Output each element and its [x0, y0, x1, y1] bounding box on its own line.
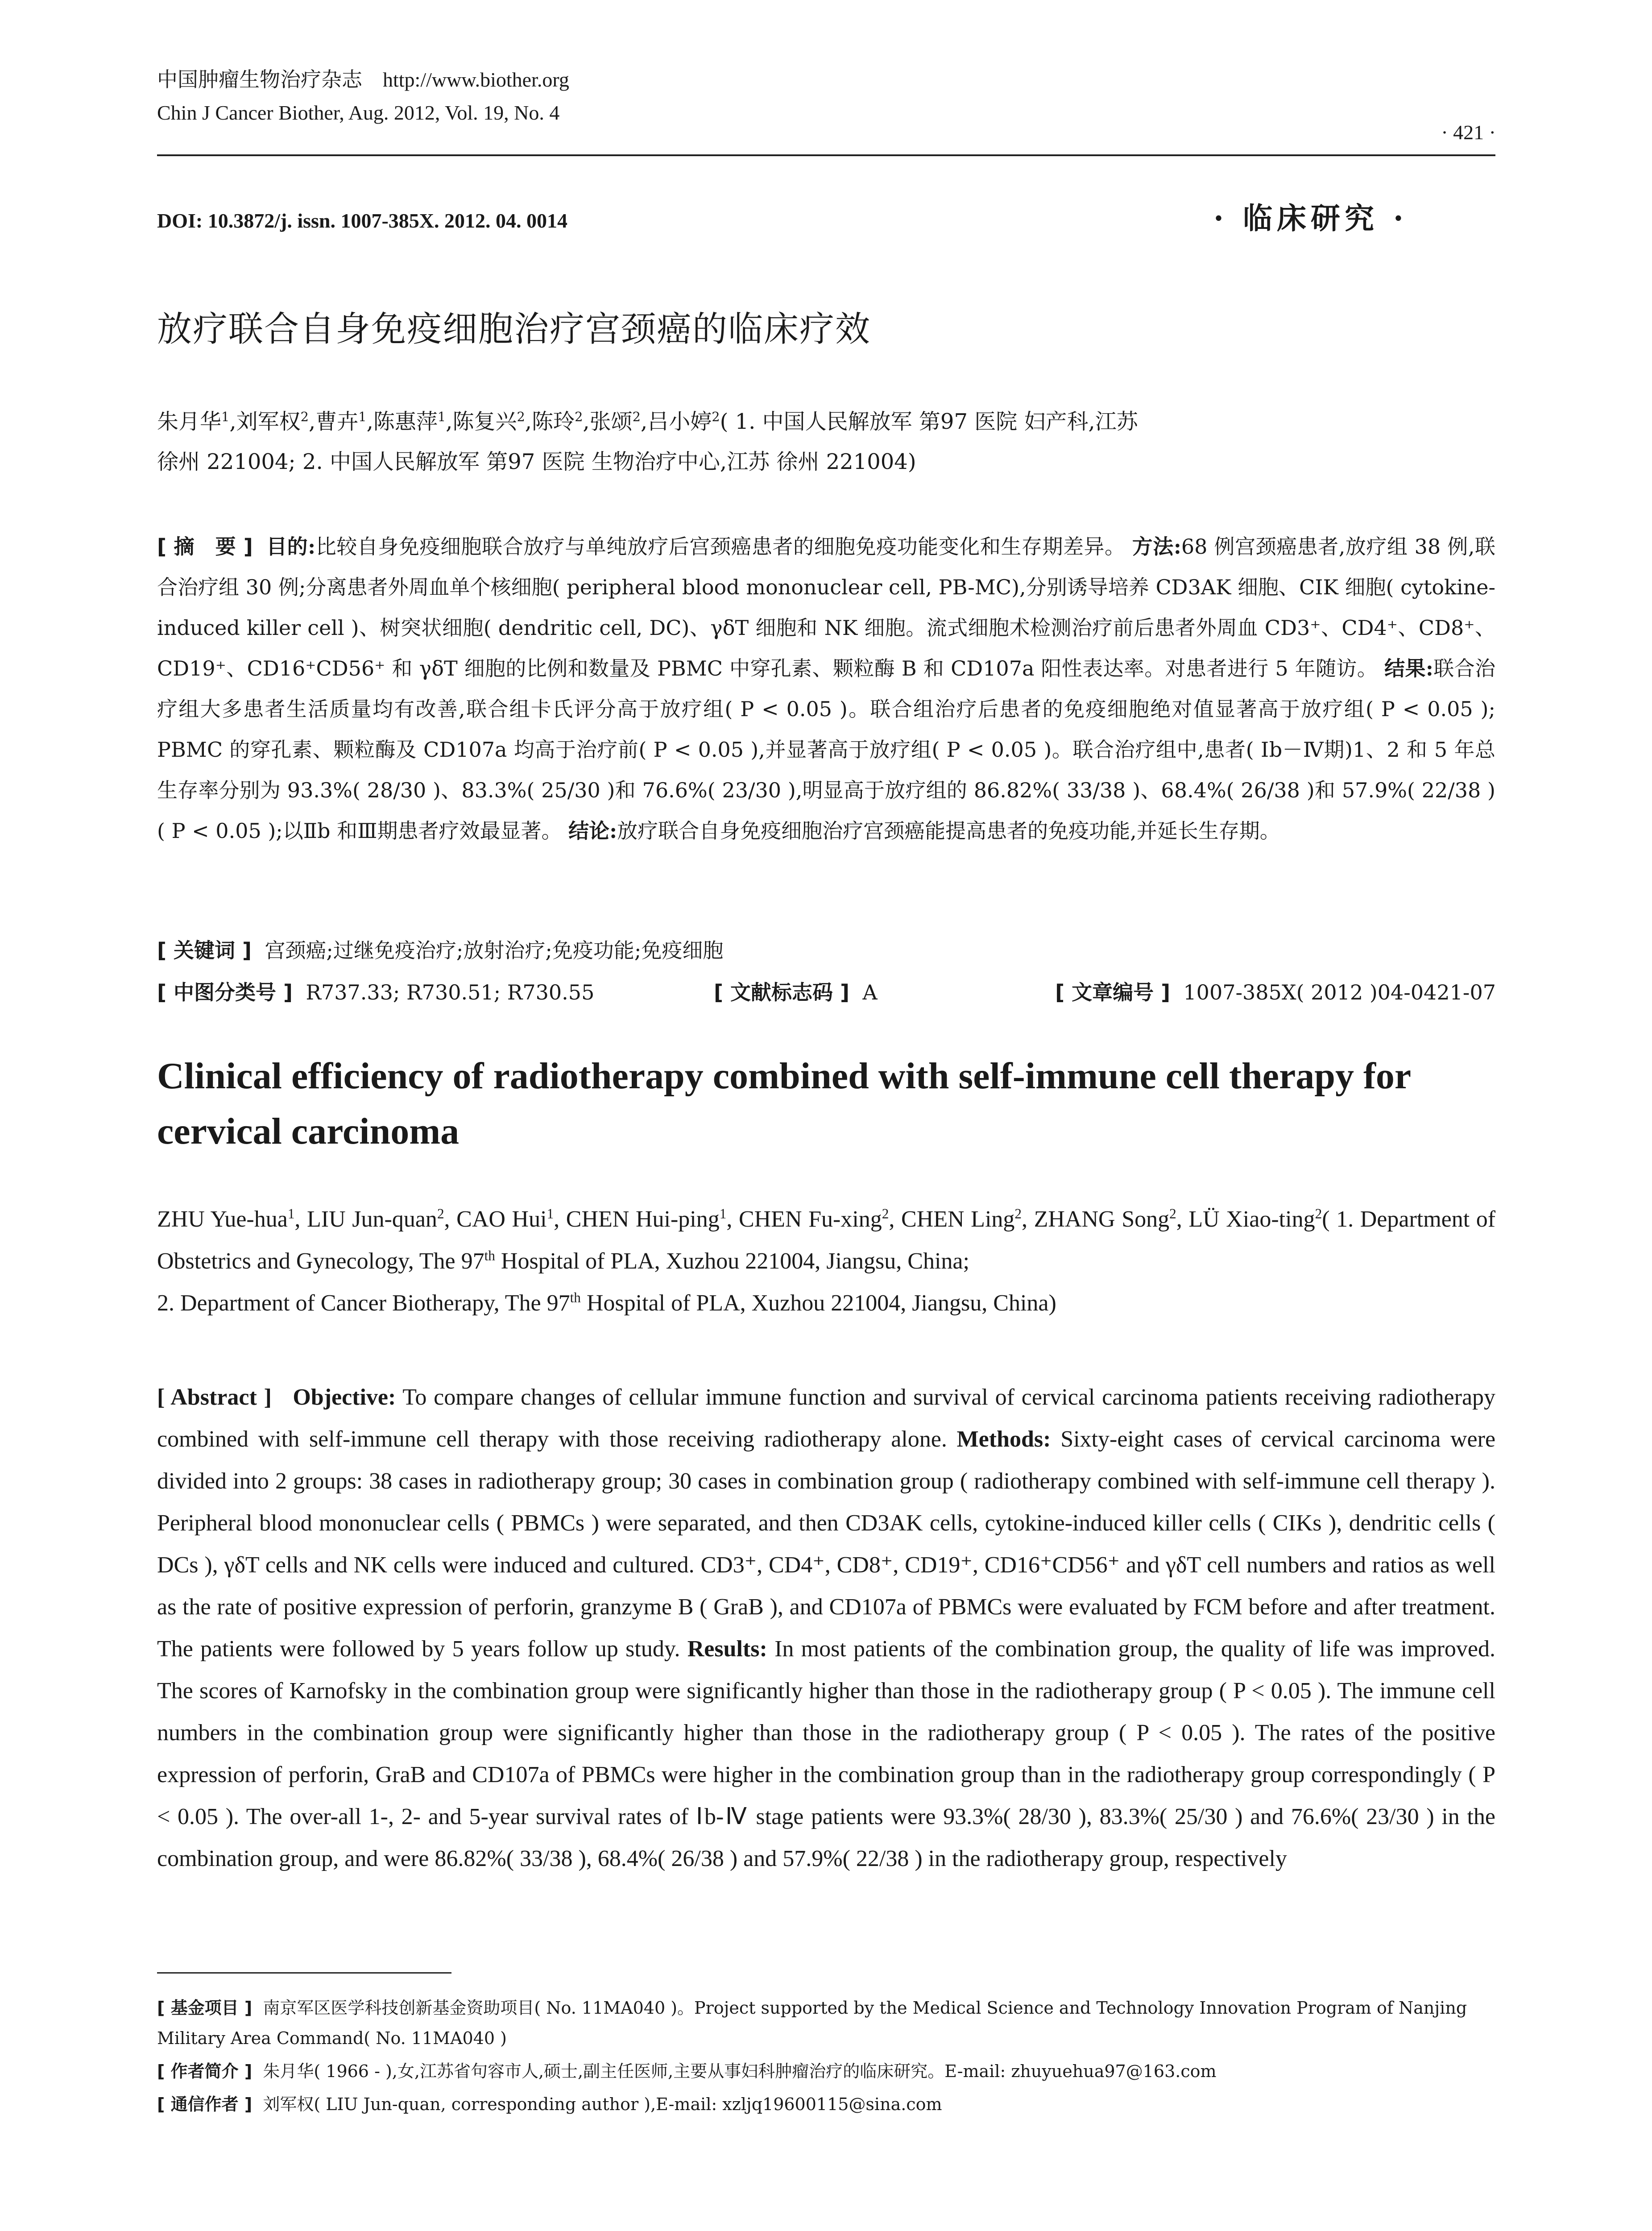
clc-value: R737.33; R730.51; R730.55	[306, 980, 595, 1004]
document-code	[714, 975, 878, 1010]
journal-url[interactable]: http://www.biother.org	[383, 68, 569, 91]
page-number: · 421 ·	[1441, 121, 1496, 144]
en-results-label: Results:	[687, 1636, 767, 1662]
header-rule	[157, 154, 1495, 156]
cn-objective: 比较自身免疫细胞联合放疗与单纯放疗后宫颈癌患者的细胞免疫功能变化和生存期差异。	[315, 535, 1126, 559]
journal-name-en: Chin J Cancer Biother, Aug. 2012, Vol. 19, No. 4	[157, 101, 560, 124]
en-methods-label: Methods:	[956, 1427, 1051, 1452]
en-title: Clinical efficiency of radiotherapy combined with self-immune cell therapy for cervical carcinoma	[157, 1055, 1411, 1152]
en-methods: Sixty-eight cases of cervical carcinoma were divided into 2 groups: 38 cases in radiotherapy group; 30 cases in combination group ( radiotherapy combined with self-immune cell therapy ). Peripheral blood mononuclear cells ( PBMCs ) were separated, and then CD3AK cells, cytokine-induced killer cells ( CIKs ), dendritic cells ( DCs ), γδT cells and NK cells were induced and cultured. CD3⁺, CD4⁺, CD8⁺, CD19⁺, CD16⁺CD56⁺ and γδT cell numbers and ratios as well as the rate of positive expression of perforin, granzyme B ( GraB ), and CD107a of PBMCs were evaluated by FCM before and after treatment. The patients were followed by 5 years follow up study.	[157, 1427, 1496, 1662]
en-author-4: CHEN Fu-xing$^2$	[738, 1206, 889, 1232]
article-number-label: [ 文章编号 ]	[1055, 980, 1171, 1004]
author-note-label: [ 作者简介 ]	[157, 2061, 253, 2081]
en-objective: To compare changes of cellular immune function and survival of cervical carcinoma patients receiving radiotherapy combined with self-immune cell therapy with those receiving radiotherapy alone.	[157, 1385, 1496, 1452]
doc-code-label: [ 文献标志码 ]	[714, 980, 850, 1004]
doi[interactable]: DOI: 10.3872/j. issn. 1007-385X. 2012. 04. 0014	[157, 209, 568, 232]
en-author-6: ZHANG Song$^2$	[1034, 1206, 1176, 1232]
cn-author-7: 吕小婷$^2$	[647, 409, 720, 434]
cn-author-3: 陈惠萍$^1$	[373, 409, 446, 434]
cn-results: 联合治疗组大多患者生活质量均有改善,联合组卡氏评分高于放疗组( P < 0.05 )。联合组治疗后患者的免疫细胞绝对值显著高于放疗组( P < 0.05 ); PBMC 的穿孔素、颗粒酶及 CD107a 均高于治疗前( P < 0.05 ),并显著高于放疗组( P < 0.05 )。联合治疗组中,患者( Ⅰb－Ⅳ期)1、2 和 5 年总生存率分别为 93.3%( 28/30 )、83.3%( 25/30 )和 76.6%( 23/30 ),明显高于放疗组的 86.82%( 33/38 )、68.4%( 26/38 )和 57.9%( 22/38 )( P < 0.05 );以Ⅱb 和Ⅲ期患者疗效最显著。	[157, 656, 1496, 843]
en-objective-label: Objective:	[293, 1385, 396, 1410]
cn-affiliation-1: ( 1. 中国人民解放军 第97 医院 妇产科,江苏	[720, 409, 1138, 434]
cn-author-4: 陈复兴$^2$	[452, 409, 525, 434]
en-abstract	[157, 1377, 1495, 1880]
cn-keywords	[157, 933, 723, 968]
cn-results-label: 结果:	[1384, 656, 1433, 680]
clc-code	[157, 975, 594, 1010]
doc-code-value: A	[862, 980, 878, 1004]
cn-abstract-label: [ 摘 要 ]	[157, 535, 253, 559]
cn-author-0: 朱月华$^1$	[157, 409, 230, 434]
corresponding-label: [ 通信作者 ]	[157, 2094, 253, 2114]
author-note	[157, 2056, 1495, 2086]
en-author-0: ZHU Yue-hua$^1$	[157, 1206, 295, 1232]
en-author-5: CHEN Ling$^2$	[901, 1206, 1022, 1232]
corresponding-text: 刘军权( LIU Jun-quan, corresponding author ),E-mail: xzljq19600115@sina.com	[263, 2094, 942, 2114]
cn-author-2: 曹卉$^1$	[315, 409, 367, 434]
en-results: In most patients of the combination group, the quality of life was improved. The scores of Karnofsky in the combination group were significantly higher than those in the radiotherapy group ( P < 0.05 ). The immune cell numbers in the combination group were significantly higher than those in the radiotherapy group ( P < 0.05 ). The rates of the positive expression of perforin, GraB and CD107a of PBMCs were higher in the combination group than in the radiotherapy group correspondingly ( P < 0.05 ). The over-all 1-, 2- and 5-year survival rates of Ⅰb-Ⅳ stage patients were 93.3%( 28/30 ), 83.3%( 25/30 ) and 76.6%( 23/30 ) in the combination group, and were 86.82%( 33/38 ), 68.4%( 26/38 ) and 57.9%( 22/38 ) in the radiotherapy group, respectively	[157, 1636, 1496, 1871]
en-author-7: LÜ Xiao-ting$^2$	[1188, 1206, 1322, 1232]
en-affiliation-1: ( 1. Department of Obstetrics and Gynecology, The 97th Hospital of PLA, Xuzhou 221004, Jiangsu, China;	[157, 1207, 1496, 1274]
keywords-label: [ 关键词 ]	[157, 938, 252, 962]
journal-header	[157, 67, 569, 126]
fund-text: 南京军区医学科技创新基金资助项目( No. 11MA040 )。Project supported by the Medical Science and Technology Innovation Program of Nanjing Military Area Command( No. 11MA040 )	[157, 1998, 1467, 2048]
cn-author-5: 陈玲$^2$	[532, 409, 583, 434]
journal-name-cn: 中国肿瘤生物治疗杂志	[157, 68, 362, 91]
cn-affiliation-2: 徐州 221004; 2. 中国人民解放军 第97 医院 生物治疗中心,江苏 徐州 221004)	[157, 449, 916, 474]
cn-title: 放疗联合自身免疫细胞治疗宫颈癌的临床疗效	[157, 309, 871, 349]
keywords-text: 宫颈癌;过继免疫治疗;放射治疗;免疫功能;免疫细胞	[265, 938, 724, 962]
cn-methods-label: 方法:	[1132, 535, 1181, 559]
corresponding-note	[157, 2089, 1495, 2119]
article-number	[1055, 975, 1496, 1010]
cn-abstract	[157, 527, 1495, 851]
cn-conclusion: 放疗联合自身免疫细胞治疗宫颈癌能提高患者的免疫功能,并延长生存期。	[617, 819, 1280, 843]
author-note-text: 朱月华( 1966 - ),女,江苏省句容市人,硕士,副主任医师,主要从事妇科肿瘤治疗的临床研究。E-mail: zhuyuehua97@163.com	[263, 2061, 1217, 2081]
en-author-3: CHEN Hui-ping$^1$	[566, 1206, 727, 1232]
cn-author-6: 张颂$^2$	[589, 409, 641, 434]
en-authors: ZHU Yue-hua$^1$, LIU Jun-quan$^2$, CAO Hui$^1$, CHEN Hui-ping$^1$, CHEN Fu-xing$^2$, CHEN Ling$^2$, ZHANG Song$^2$, LÜ Xiao-ting$^2$( 1. Department of Obstetrics and Gynecology, The 97th Hospital of PLA, Xuzhou 221004, Jiangsu, China; 2. Department of Cancer Biotherapy, The 97th Hospital of PLA, Xuzhou 221004, Jiangsu, China)	[157, 1206, 1496, 1316]
en-affiliation-2: 2. Department of Cancer Biotherapy, The 97th Hospital of PLA, Xuzhou 221004, Jiangsu, China)	[157, 1290, 1056, 1316]
cn-author-1: 刘军权$^2$	[236, 409, 309, 434]
cn-methods: 68 例宫颈癌患者,放疗组 38 例,联合治疗组 30 例;分离患者外周血单个核细胞( peripheral blood mononuclear cell, PB-MC),分别诱导培养 CD3AK 细胞、CIK 细胞( cytokine-induced killer cell )、树突状细胞( dendritic cell, DC)、γδT 细胞和 NK 细胞。流式细胞术检测治疗前后患者外周血 CD3⁺、CD4⁺、CD8⁺、CD19⁺、CD16⁺CD56⁺ 和 γδT 细胞的比例和数量及 PBMC 中穿孔素、颗粒酶 B 和 CD107a 阳性表达率。对患者进行 5 年随访。	[157, 535, 1496, 680]
en-author-1: LIU Jun-quan$^2$	[307, 1206, 444, 1232]
footnote-rule	[157, 1972, 451, 1974]
cn-conclusion-label: 结论:	[568, 819, 617, 843]
en-abstract-label: [ Abstract ]	[157, 1385, 272, 1410]
footnotes	[157, 1993, 1495, 2119]
cn-authors: 朱月华$^1$,刘军权$^2$,曹卉$^1$,陈惠萍$^1$,陈复兴$^2$,陈玲$^2$,张颂$^2$,吕小婷$^2$( 1. 中国人民解放军 第97 医院 妇产科,江苏 徐州 221004; 2. 中国人民解放军 第97 医院 生物治疗中心,江苏 徐州 221004)	[157, 409, 1138, 474]
en-author-2: CAO Hui$^1$	[456, 1206, 554, 1232]
fund-label: [ 基金项目 ]	[157, 1998, 253, 2018]
section-label: · 临床研究 ·	[1213, 201, 1408, 236]
clc-label: [ 中图分类号 ]	[157, 980, 293, 1004]
article-number-value: 1007-385X( 2012 )04-0421-07	[1183, 980, 1496, 1004]
fund-note	[157, 1993, 1495, 2053]
cn-objective-label: 目的:	[266, 535, 316, 559]
